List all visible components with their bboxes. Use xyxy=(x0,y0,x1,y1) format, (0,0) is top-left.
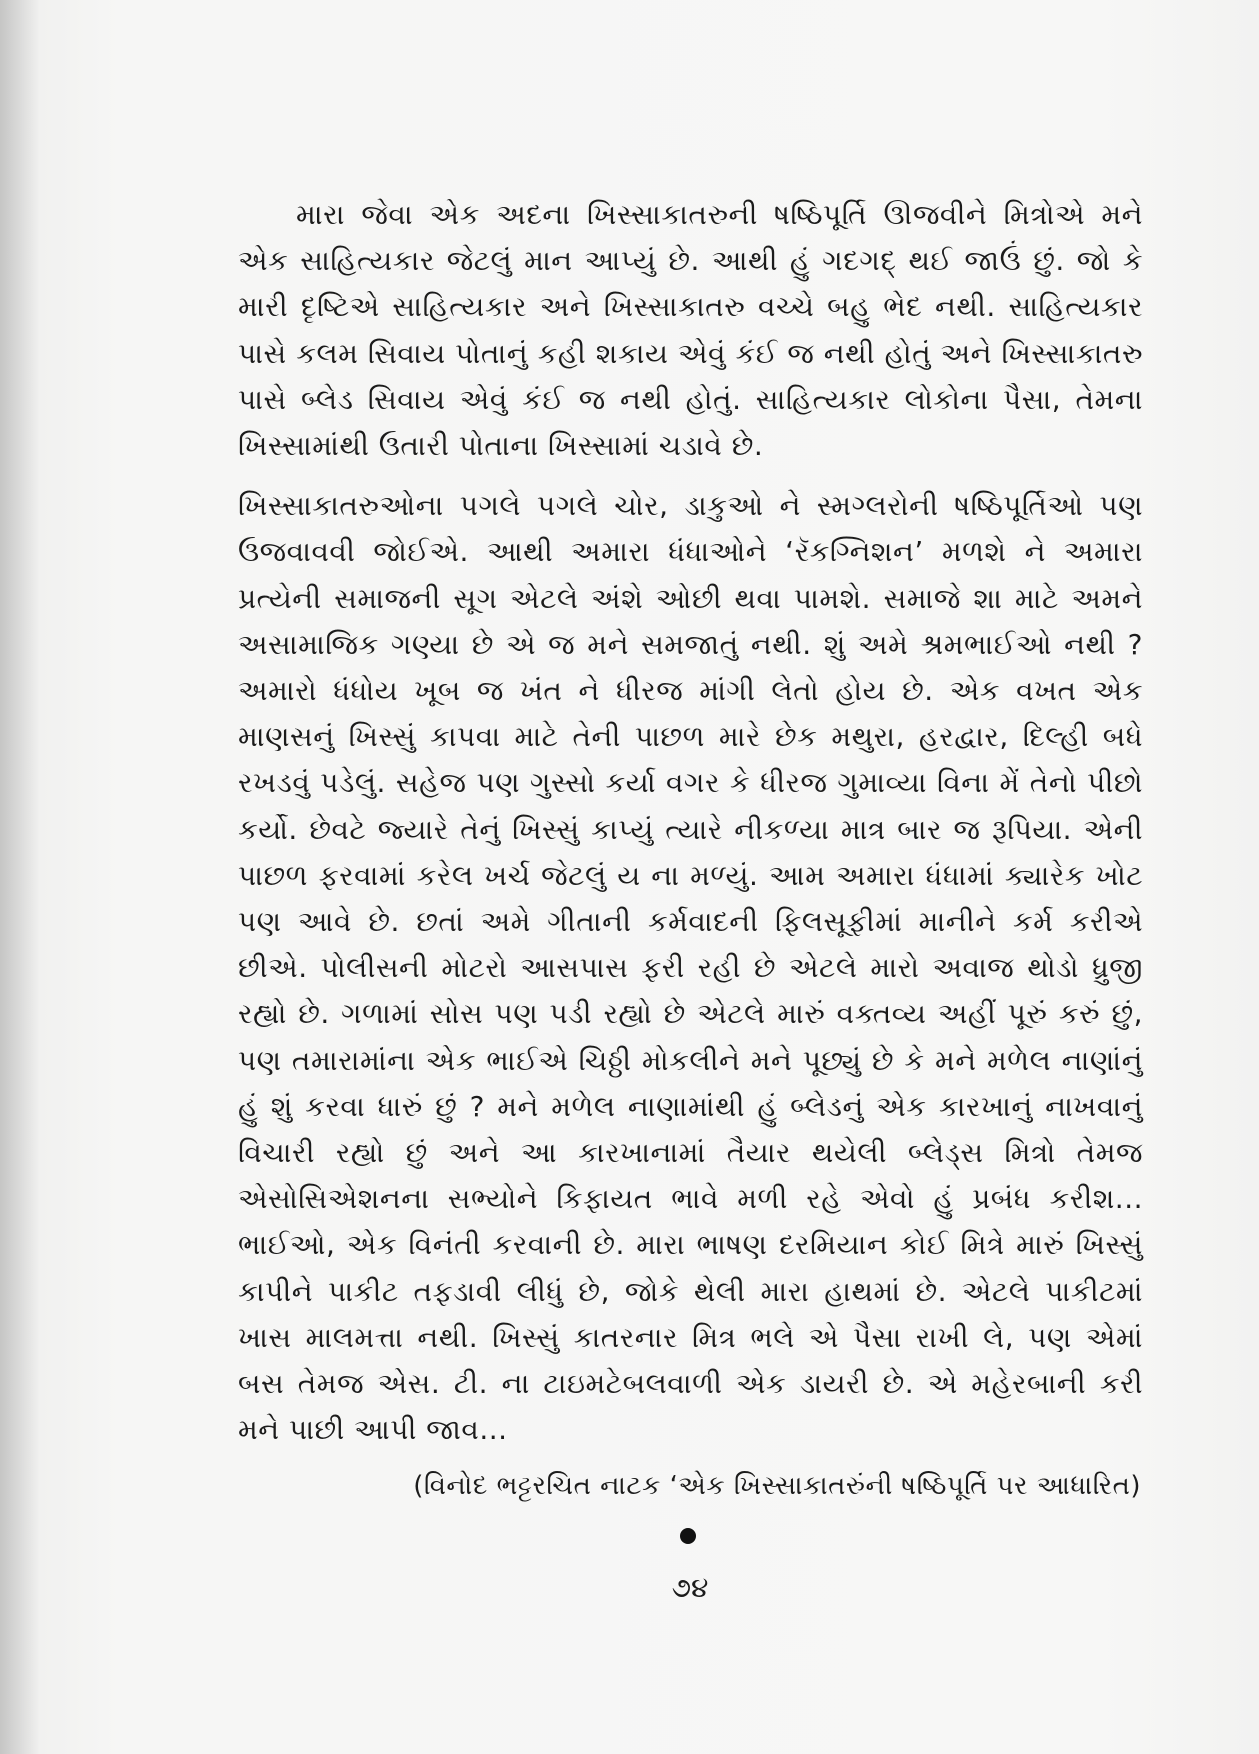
body-text xyxy=(238,192,1143,1467)
paragraph-2: ખિસ્સાકાતરુઓના પગલે પગલે ચોર, ડાકુઓ ને સ્મગ્લરોની ષષ્ઠિપૂર્તિઓ પણ ઉજવાવવી જોઈએ. આથી અમારા ધંધાઓને ‘રૅકગ્નિશન’ મળશે ને અમારા પ્રત્યેની સમાજની સૂગ એટલે અંશે ઓછી થવા પામશે. સમાજે શા માટે અમને અસામાજિક ગણ્યા છે એ જ મને સમજાતું નથી. શું અમે શ્રમભાઈઓ નથી ? અમારો ધંધોય ખૂબ જ ખંત ને ધીરજ માંગી લેતો હોય છે. એક વખત એક માણસનું ખિસ્સું કાપવા માટે તેની પાછળ મારે છેક મથુરા, હરદ્વાર, દિલ્હી બધે રખડવું પડેલું. સહેજ પણ ગુસ્સો કર્યા વગર કે ધીરજ ગુમાવ્યા વિના મેં તેનો પીછો કર્યો. છેવટે જ્યારે તેનું ખિસ્સું કાપ્યું ત્યારે નીકળ્યા માત્ર બાર જ રૂપિયા. એની પાછળ ફરવામાં કરેલ ખર્ચ જેટલું ય ના મળ્યું. આમ અમારા ધંધામાં ક્યારેક ખોટ પણ આવે છે. છતાં અમે ગીતાની કર્મવાદની ફિલસૂફીમાં માનીને કર્મ કરીએ છીએ. પોલીસની મોટરો આસપાસ ફરી રહી છે એટલે મારો અવાજ થોડો ધ્રુજી રહ્યો છે. ગળામાં સોસ પણ પડી રહ્યો છે એટલે મારું વક્તવ્ય અહીં પૂરું કરું છું, પણ તમારામાંના એક ભાઈએ ચિઠ્ઠી મોકલીને મને પૂછ્યું છે કે મને મળેલ નાણાંનું હું શું કરવા ધારું છું ? મને મળેલ નાણામાંથી હું બ્લેડનું એક કારખાનું નાખવાનું વિચારી રહ્યો છું અને આ કારખાનામાં તૈયાર થયેલી બ્લેડ્સ મિત્રો તેમજ એસોસિએશનના સભ્યોને કિફાયત ભાવે મળી રહે એવો હું પ્રબંધ કરીશ... ભાઈઓ, એક વિનંતી કરવાની છે. મારા ભાષણ દરમિયાન કોઈ મિત્રે મારું ખિસ્સું કાપીને પાકીટ તફડાવી લીધું છે, જોકે થેલી મારા હાથમાં છે. એટલે પાકીટમાં ખાસ માલમત્તા નથી. ખિસ્સું કાતરનાર મિત્ર ભલે એ પૈસા રાખી લે, પણ એમાં બસ તેમજ એસ. ટી. ના ટાઇમટેબલવાળી એક ડાયરી છે. એ મહેરબાની કરી મને પાછી આપી જાવ... xyxy=(238,489,1143,1447)
section-end-dot xyxy=(680,1528,696,1544)
spine-shadow xyxy=(0,0,40,1754)
source-attribution: (વિનોદ ભટ્ટરચિત નાટક ‘એક ખિસ્સાકાતરુંની ષષ્ઠિપૂર્તિ પર આધારિત) xyxy=(413,1471,1141,1501)
paragraph-1: મારા જેવા એક અદના ખિસ્સાકાતરુની ષષ્ઠિપૂર્તિ ઊજવીને મિત્રોએ મને એક સાહિત્યકાર જેટલું માન આપ્યું છે. આથી હું ગદગદ્ થઈ જાઉં છું. જો કે મારી દૃષ્ટિએ સાહિત્યકાર અને ખિસ્સાકાતરુ વચ્ચે બહુ ભેદ નથી. સાહિત્યકાર પાસે કલમ સિવાય પોતાનું કહી શકાય એવું કંઈ જ નથી હોતું અને ખિસ્સાકાતરુ પાસે બ્લેડ સિવાય એવું કંઈ જ નથી હોતું. સાહિત્યકાર લોકોના પૈસા, તેમના ખિસ્સામાંથી ઉતારી પોતાના ખિસ્સામાં ચડાવે છે. xyxy=(238,198,1143,463)
page-number: ૭૪ xyxy=(671,1571,709,1604)
